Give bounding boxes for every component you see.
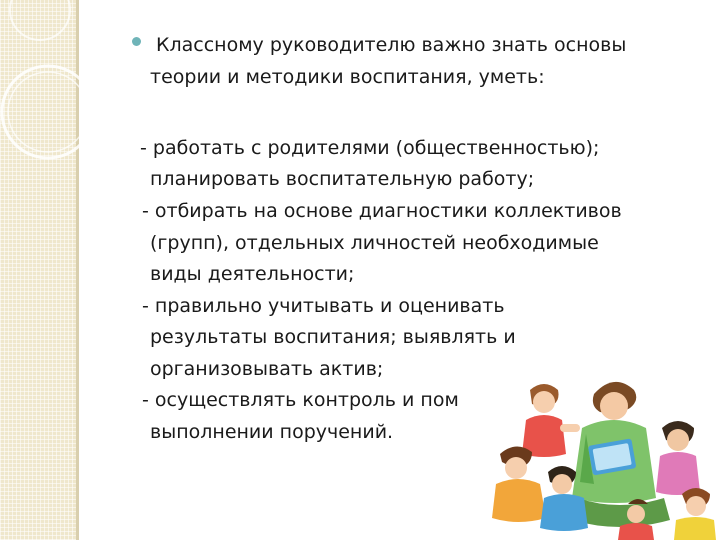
- teacher-reading-to-children-illustration: [486, 376, 716, 540]
- list-item: планировать воспитательную работу;: [150, 168, 535, 190]
- list-item: виды деятельности;: [150, 263, 355, 285]
- child-figure: [492, 446, 546, 522]
- list-item: результаты воспитания; выявлять и: [150, 326, 516, 348]
- child-figure: [522, 384, 580, 457]
- list-item: - работать с родителями (общественностью);: [140, 137, 600, 159]
- teacher-figure: [572, 382, 670, 527]
- intro-line-2: теории и методики воспитания, уметь:: [150, 66, 545, 88]
- decorative-circles: [0, 0, 120, 200]
- list-item: организовывать актив;: [150, 358, 384, 380]
- list-item: выполнении поручений.: [150, 421, 394, 443]
- intro-line-1: Классному руководителю важно знать основы: [156, 34, 627, 56]
- list-item: - отбирать на основе диагностики коллективов: [142, 200, 622, 222]
- list-item: (групп), отдельных личностей необходимые: [150, 232, 599, 254]
- child-figure: [674, 488, 716, 540]
- list-item: - осуществлять контроль и пом: [142, 389, 459, 411]
- list-item: - правильно учитывать и оценивать: [142, 295, 505, 317]
- bullet-dot: [132, 37, 141, 46]
- child-figure: [656, 421, 700, 495]
